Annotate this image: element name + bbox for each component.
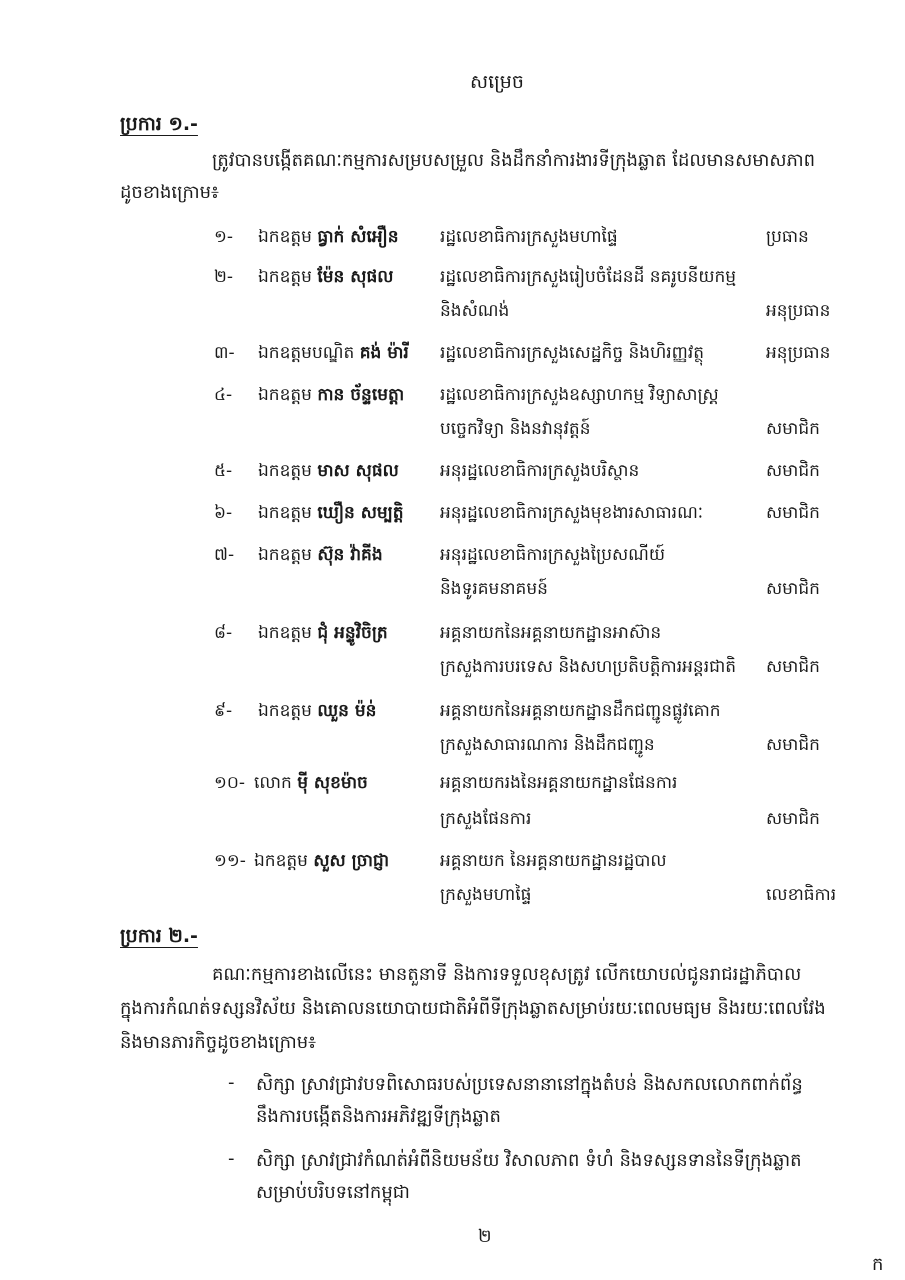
member-title: ឯកឧត្តម	[258, 267, 312, 287]
member-name	[254, 850, 389, 875]
member-position: រដ្ឋលេខាធិការក្រសួងមហាផ្ទៃ	[440, 227, 618, 247]
member-number: ២-	[214, 267, 234, 287]
member-fullname: ឈួន ម៉ន់	[317, 701, 377, 721]
member-number: ៤-	[214, 385, 233, 405]
member-name	[258, 700, 376, 725]
member-number: ១១-	[214, 851, 246, 871]
member-position: អគ្គនាយក នៃអគ្គនាយកដ្ឋានរដ្ឋបាល	[440, 851, 667, 871]
member-position: អនុរដ្ឋលេខាធិការក្រសួងប្រៃសណីយ៍	[440, 545, 666, 565]
member-fullname: គង់ ម៉ារី	[359, 343, 409, 363]
member-position-continued: និងទូរគមនាគមន៍	[440, 579, 548, 599]
page-number: ២	[478, 1226, 492, 1247]
member-title: ឯកឧត្តម	[258, 623, 312, 643]
member-name	[258, 460, 399, 485]
member-position-continued: និងសំណង់	[440, 301, 510, 321]
member-number: ១០-	[214, 773, 246, 793]
corner-mark: ក	[872, 1254, 884, 1275]
member-number: ៦-	[214, 503, 233, 523]
member-title: ឯកឧត្តម	[258, 701, 312, 721]
member-fullname: សួស ច្រាជ្ញា	[313, 851, 390, 871]
member-role: សមាជិក	[766, 419, 820, 439]
member-role: ប្រធាន	[766, 227, 809, 247]
member-fullname: ជុំ អន្ទូវិចិត្រ	[317, 623, 388, 643]
member-position: អគ្គនាយកនៃអគ្គនាយកដ្ឋានដឹកជញ្ជូនផ្លូវគោក	[440, 701, 721, 721]
member-number: ៩-	[214, 701, 233, 721]
duty-item-line-1: សិក្សា ស្រាវជ្រាវបទពិសោធរបស់ប្រទេសនានានៅក្នុងតំបន់ និងសកលលោកពាក់ព័ន្ធ	[256, 1074, 803, 1095]
article-1-intro-continued: ដូចខាងក្រោម៖	[120, 182, 219, 203]
article-2-label: ប្រការ ២.-	[120, 925, 198, 947]
member-position-continued: ក្រសួងផែនការ	[440, 809, 532, 829]
member-fullname: ស៊ុន វ៉ាគីង	[317, 545, 383, 565]
member-role: អនុប្រធាន	[766, 343, 831, 363]
member-role: សមាជិក	[766, 809, 820, 829]
member-name	[254, 772, 368, 797]
member-fullname: ម៉ី សុខម៉ាច	[297, 773, 368, 793]
member-title: ឯកឧត្តម	[258, 227, 312, 247]
member-role: សមាជិក	[766, 503, 820, 523]
member-position: រដ្ឋលេខាធិការក្រសួងរៀបចំដែនដី នគរូបនីយកម្ម	[440, 267, 737, 287]
member-title: ឯកឧត្តម	[258, 461, 312, 481]
duty-item-line-2: នឹងការបង្កើតនិងការអភិវឌ្ឍទីក្រុងឆ្លាត	[256, 1106, 501, 1127]
article-2-paragraph-line-2: ក្នុងការកំណត់ទស្សនវិស័យ និងគោលនយោបាយជាតិអំពីទីក្រុងឆ្លាតសម្រាប់រយៈពេលមធ្យម និងរយៈពេលវែង	[120, 998, 826, 1019]
member-position: អនុរដ្ឋលេខាធិការក្រសួងបរិស្ថាន	[440, 461, 640, 481]
member-role: សមាជិក	[766, 735, 820, 755]
member-position: រដ្ឋលេខាធិការក្រសួងសេដ្ឋកិច្ច និងហិរញ្ញវត្ថុ	[440, 343, 705, 363]
member-title: ឯកឧត្តម	[254, 851, 308, 871]
member-name	[258, 502, 404, 527]
bullet-dash: -	[228, 1148, 235, 1169]
member-number: ៣-	[214, 343, 235, 363]
article-2-paragraph-line-1: គណៈកម្មការខាងលើនេះ មានតួនាទី និងការទទួលខុសត្រូវ លើកយោបល់ជូនរាជរដ្ឋាភិបាល	[212, 964, 802, 985]
duty-item-line-2: សម្រាប់បរិបទនៅកម្ពុជា	[256, 1182, 410, 1203]
member-position-continued: ក្រសួងសាធារណការ និងដឹកជញ្ជូន	[440, 735, 655, 755]
member-role: អនុប្រធាន	[766, 301, 831, 321]
member-number: ១-	[214, 227, 234, 247]
member-role: លេខាធិការ	[766, 885, 837, 905]
member-position: អគ្គនាយកនៃអគ្គនាយកដ្ឋានអាស៊ាន	[440, 623, 662, 643]
member-title: ឯកឧត្តមបណ្ឌិត	[258, 343, 355, 363]
member-role: សមាជិក	[766, 461, 820, 481]
member-title: ឯកឧត្តម	[258, 385, 312, 405]
member-name	[258, 266, 393, 291]
bullet-dash: -	[228, 1072, 235, 1093]
member-fullname: ម៉ែន សុផល	[317, 267, 394, 287]
article-1-label: ប្រការ ១.-	[120, 113, 198, 135]
member-role: សមាជិក	[766, 579, 820, 599]
member-number: ៧-	[214, 545, 235, 565]
member-name	[258, 342, 409, 367]
member-role: សមាជិក	[766, 657, 820, 677]
article-2-paragraph-line-3: និងមានភារកិច្ចដូចខាងក្រោម៖	[120, 1032, 317, 1053]
article-1-intro: ត្រូវបានបង្កើតគណៈកម្មការសម្របសម្រួល និងដឹកនាំការងារទីក្រុងឆ្លាត ដែលមានសមាសភាព	[212, 150, 816, 171]
member-position: រដ្ឋលេខាធិការក្រសួងឧស្សាហកម្ម វិទ្យាសាស្ត្រ	[440, 385, 719, 405]
member-title: ឯកឧត្តម	[258, 545, 312, 565]
member-number: ៥-	[214, 461, 233, 481]
member-position: អនុរដ្ឋលេខាធិការក្រសួងមុខងារសាធារណៈ	[440, 503, 704, 523]
member-title: លោក	[254, 773, 292, 793]
member-fullname: មាស សុផល	[317, 461, 399, 481]
member-position: អគ្គនាយករងនៃអគ្គនាយកដ្ឋានផែនការ	[440, 773, 678, 793]
member-fullname: កាន ច័ន្ទមេត្តា	[317, 385, 405, 405]
member-fullname: ធ្វាក់ សំអឿន	[317, 227, 399, 247]
member-number: ៨-	[214, 623, 233, 643]
member-position-continued: ក្រសួងការបរទេស និងសហប្រតិបត្តិការអន្តរជាតិ	[440, 657, 737, 677]
member-name	[258, 384, 404, 409]
decision-heading: សម្រេច	[470, 71, 524, 93]
duty-item-line-1: សិក្សា ស្រាវជ្រាវកំណត់អំពីនិយមន័យ វិសាលភាព ទំហំ និងទស្សនទាននៃទីក្រុងឆ្លាត	[256, 1150, 802, 1171]
member-fullname: ឃឿន សម្បត្តិ	[317, 503, 404, 523]
member-name	[258, 544, 383, 569]
member-name	[258, 622, 388, 647]
member-position-continued: ក្រសួងមហាផ្ទៃ	[440, 885, 532, 905]
member-name	[258, 226, 399, 251]
member-title: ឯកឧត្តម	[258, 503, 312, 523]
member-position-continued: បច្ចេកវិទ្យា និងនវានុវត្តន៍	[440, 419, 591, 439]
